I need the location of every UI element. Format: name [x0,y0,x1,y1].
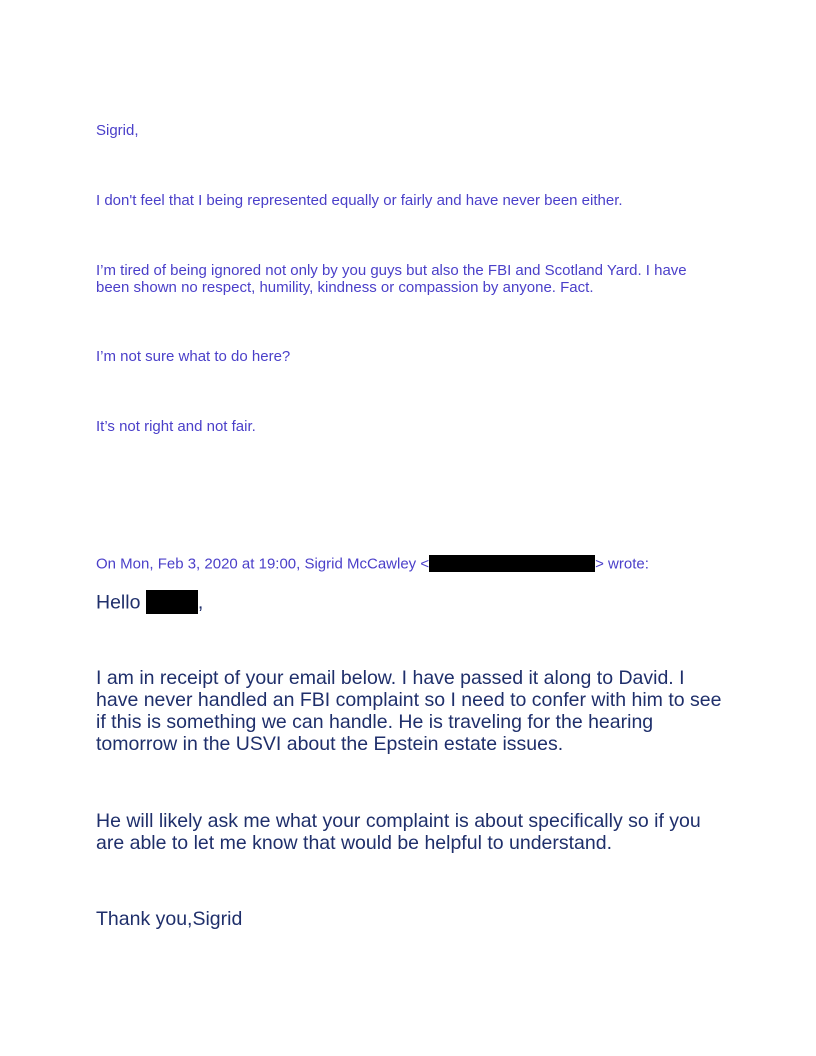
hello-comma: , [197,591,204,614]
hello-text: Hello [96,591,146,614]
reply-paragraph: I’m tired of being ignored not only by you guys but also the FBI and Scotland Yard. I have been shown no respect, humility, kindness or compassion by anyone. Fact. [96,262,687,296]
reply-paragraph: I don't feel that I being represented equally or fairly and have never been either. [96,192,623,209]
reply-greeting: Sigrid, [96,122,139,139]
redacted-name [146,590,198,614]
quote-header [96,555,736,574]
quoted-paragraph: I am in receipt of your email below. I have passed it along to David. I have never handled an FBI complaint so I need to confer with him to see if this is something we can handle. He is traveling for the hearing tomorrow in the USVI about the Epstein estate issues. [96,667,722,755]
quote-header-prefix: On Mon, Feb 3, 2020 at 19:00, Sigrid McCawley < [96,555,430,573]
quoted-hello [96,590,736,617]
reply-paragraph: I’m not sure what to do here? [96,348,291,365]
quoted-signoff: Thank you,Sigrid [96,908,243,930]
redacted-email [429,555,595,572]
quoted-paragraph: He will likely ask me what your complaint is about specifically so if you are able to let me know that would be helpful to understand. [96,810,701,854]
reply-paragraph: It’s not right and not fair. [96,418,256,435]
quote-header-suffix: > wrote: [595,555,649,573]
